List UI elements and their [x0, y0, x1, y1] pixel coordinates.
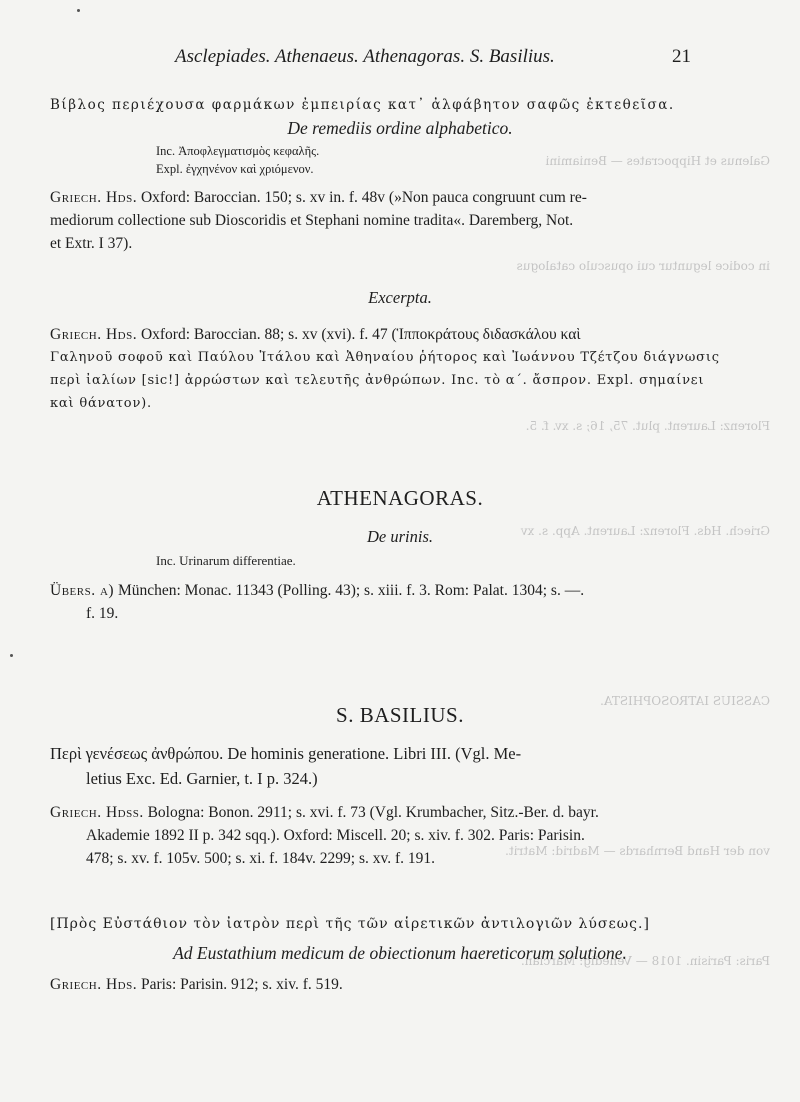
latin-work-title: De urinis.: [367, 527, 433, 546]
section-heading: S. BASILIUS.: [336, 703, 464, 727]
entry-line: Γαληνοῦ σοφοῦ καὶ Παύλου Ἰτάλου καὶ Ἀθηναίου ῥήτορος καὶ Ἰωάννου Τζέτζου διάγνωσις: [50, 350, 720, 365]
bleed-through-text: Florenz: Laurent. plut. 75, 16; s. xv. f. 5.: [525, 419, 770, 433]
manuscript-entry: [50, 186, 758, 255]
explicit: Expl. ἐγχηνένον καὶ χριόμενον.: [156, 162, 314, 176]
running-header: [0, 44, 800, 74]
bleed-through-text: Galenus et Hippocrates — Beniamini: [545, 154, 770, 168]
entry-line: Griech. Hdss. Bologna: Bonon. 2911; s. xvi. f. 73 (Vgl. Krumbacher, Sitz.-Ber. d. bayr.: [50, 804, 599, 821]
translation-entry: [50, 579, 758, 625]
bleed-through-text: in codice leguntur cui opusculo catalogus: [516, 259, 770, 273]
entry-label: Griech. Hds.: [50, 326, 138, 343]
greek-work-title: Βίβλος περιέχουσα φαρμάκων ἐμπειρίας κατ᾽ ἀλφάβητον σαφῶς ἐκτεθεῖσα.: [50, 97, 675, 113]
manuscript-entry: [50, 323, 758, 415]
incipit: Inc. Urinarum differentiae.: [156, 553, 296, 568]
title-line: Περὶ γενέσεως ἀνθρώπου. De hominis generatione. Libri III. (Vgl. Me-: [50, 744, 522, 763]
excerpta-title: Excerpta.: [368, 288, 432, 307]
ink-speck: [10, 654, 13, 657]
section-heading: ATHENAGORAS.: [316, 486, 484, 510]
entry-label: Griech. Hdss.: [50, 804, 144, 821]
work-title-block: [50, 741, 758, 791]
page-number: 21: [672, 46, 691, 67]
ink-speck: [77, 9, 80, 12]
manuscript-entry: [50, 973, 758, 996]
entry-line: Griech. Hds. Paris: Parisin. 912; s. xiv. f. 519.: [50, 976, 343, 993]
entry-line: Übers. a) München: Monac. 11343 (Polling. 43); s. xiii. f. 3. Rom: Palat. 1304; s. —.: [50, 582, 585, 599]
entry-line: Akademie 1892 II p. 342 sqq.). Oxford: Miscell. 20; s. xiv. f. 302. Paris: Parisin.: [86, 827, 585, 844]
entry-line: Griech. Hds. Oxford: Baroccian. 88; s. xv (xvi). f. 47 (Ἱπποκράτους διδασκάλου καὶ: [50, 326, 581, 343]
latin-work-title: Ad Eustathium medicum de obiectionum haereticorum solutione.: [173, 943, 627, 963]
bleed-through-text: Paris: Parisin. 1018 — Venedig: Marcian.: [520, 954, 770, 968]
entry-label: Griech. Hds.: [50, 976, 138, 993]
running-title: Asclepiades. Athenaeus. Athenagoras. S. Basilius.: [175, 46, 555, 67]
entry-line: mediorum collectione sub Dioscoridis et Stephani nomine tradita«. Daremberg, Not.: [50, 212, 574, 229]
entry-line: περὶ ἰαλίων [sic!] ἀρρώστων καὶ τελευτῆς ἀνθρώπων. Inc. τὸ α΄. ἄσπρον. Expl. σημαίνει: [50, 373, 705, 388]
entry-line: f. 19.: [86, 605, 119, 622]
bleed-through-text: Griech. Hds. Florenz: Laurent. App. s. xv: [520, 524, 770, 538]
entry-label: Übers. a): [50, 582, 115, 599]
entry-line: καὶ θάνατον).: [50, 396, 152, 411]
entry-label: Griech. Hds.: [50, 189, 138, 206]
bleed-through-text: CASSIUS IATROSOPHISTA.: [600, 694, 770, 708]
entry-line: et Extr. I 37).: [50, 235, 133, 252]
manuscript-entry: [50, 801, 758, 870]
greek-work-title: [Πρὸς Εὐστάθιον τὸν ἰατρὸν περὶ τῆς τῶν αἱρετικῶν ἀντιλογιῶν λύσεως.]: [50, 916, 650, 932]
title-line: letius Exc. Ed. Garnier, t. I p. 324.): [86, 769, 318, 788]
entry-line: 478; s. xv. f. 105v. 500; s. xi. f. 184v. 2299; s. xv. f. 191.: [86, 850, 436, 867]
incipit: Inc. Ἀποφλεγματισμὸς κεφαλῆς.: [156, 144, 320, 158]
bleed-through-text: von der Hand Bernhards — Madrid: Matrit.: [505, 844, 770, 858]
entry-line: Griech. Hds. Oxford: Baroccian. 150; s. xv in. f. 48v (»Non pauca congruunt cum re-: [50, 189, 587, 206]
latin-work-title: De remediis ordine alphabetico.: [287, 118, 513, 138]
